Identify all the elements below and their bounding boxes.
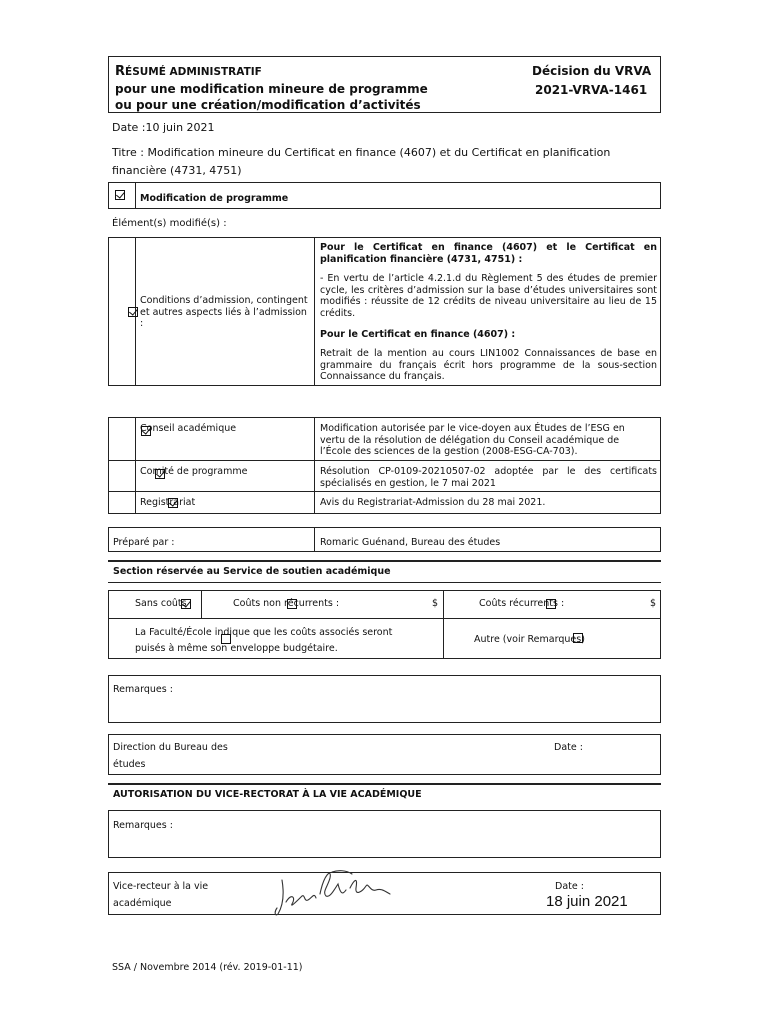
vrva-remarques-box[interactable] [108, 810, 661, 858]
sans-couts-label: Sans coûts [135, 598, 187, 609]
direction-line-2: études [113, 759, 146, 770]
conditions-checkbox[interactable] [128, 307, 138, 317]
faculte-line-1: La Faculté/École indique que les coûts associés seront [135, 627, 393, 638]
ssa-divider [108, 560, 661, 562]
direction-box [108, 734, 661, 775]
vice-recteur-line-2: académique [113, 898, 172, 909]
document-title [115, 64, 262, 79]
vrva-divider [108, 783, 661, 785]
ssa-remarques-box[interactable] [108, 675, 661, 723]
ssa-remarques-label: Remarques : [113, 684, 173, 695]
titre-line-2: financière (4731, 4751) [112, 164, 242, 177]
autre-label: Autre (voir Remarques) [474, 634, 585, 645]
vrva-date-label: Date : [555, 881, 584, 892]
approval-label-conseil: Conseil académique [140, 423, 237, 434]
document-subtitle-2: ou pour une création/modification d’activités [115, 98, 421, 112]
vrva-date-value: 18 juin 2021 [546, 893, 628, 910]
decision-number: 2021-VRVA-1461 [535, 83, 648, 97]
approval-label-comite: Comité de programme [140, 466, 248, 477]
title-rest: ÉSUMÉ ADMINISTRATIF [125, 66, 262, 78]
approval-text-conseil: Modification autorisée par le vice-doyen aux Études de l’ESG en vertu de la résolution de délégation du Conseil académique de l’École des sciences de la gestion (2008-ESG-CA-703). [320, 423, 625, 457]
prepare-value: Romaric Guénand, Bureau des études [320, 537, 501, 548]
conditions-heading-1: Pour le Certificat en finance (4607) et le Certificat en planification financière (4731, 4751) : [320, 242, 657, 265]
signature-image [272, 862, 397, 922]
modif-programme-label: Modification de programme [140, 193, 289, 204]
elements-label: Élément(s) modifié(s) : [112, 218, 227, 229]
vrva-remarques-label: Remarques : [113, 820, 173, 831]
ssa-date-label: Date : [554, 742, 583, 753]
decision-label: Décision du VRVA [532, 64, 652, 78]
conditions-text-2: Retrait de la mention au cours LIN1002 Connaissances de base en grammaire du français écrit hors programme de la sous-section Connaissance du français. [320, 348, 657, 382]
conditions-heading-2: Pour le Certificat en finance (4607) : [320, 329, 516, 340]
conditions-label: Conditions d’admission, contingent et autres aspects liés à l’admission : [140, 295, 308, 329]
modif-programme-checkbox[interactable] [115, 190, 125, 200]
document-subtitle-1: pour une modification mineure de programme [115, 82, 428, 96]
titre-line-1: Titre : Modification mineure du Certificat en finance (4607) et du Certificat en planification [112, 146, 611, 159]
couts-non-recurrents-dollar: $ [432, 598, 439, 609]
couts-recurrents-dollar: $ [650, 598, 657, 609]
footer: SSA / Novembre 2014 (rév. 2019-01-11) [112, 962, 303, 973]
approval-label-registrariat: Registrariat [140, 497, 196, 508]
vice-recteur-line-1: Vice-recteur à la vie [113, 881, 209, 892]
conditions-text-1: - En vertu de l’article 4.2.1.d du Règlement 5 des études de premier cycle, les critères d’admission sur la base d’études universitaires sont modifiés : réussite de 12 crédits de niveau universitaire au lieu de 15 crédits. [320, 273, 657, 319]
direction-line-1: Direction du Bureau des [113, 742, 228, 753]
title-initial: R [115, 64, 126, 79]
vrva-title: AUTORISATION DU VICE-RECTORAT À LA VIE ACADÉMIQUE [113, 789, 422, 800]
ssa-title: Section réservée au Service de soutien académique [113, 566, 391, 577]
date-line: Date :10 juin 2021 [112, 121, 215, 134]
faculte-line-2: puisés à même son enveloppe budgétaire. [135, 643, 338, 654]
couts-recurrents-label: Coûts récurrents : [479, 598, 565, 609]
approval-text-registrariat: Avis du Registrariat-Admission du 28 mai 2021. [320, 497, 546, 508]
couts-non-recurrents-label: Coûts non récurrents : [233, 598, 340, 609]
prepare-label: Préparé par : [113, 537, 175, 548]
approval-text-comite: Résolution CP-0109-20210507-02 adoptée par le des certificats spécialisés en gestion, le 7 mai 2021 [320, 466, 657, 489]
